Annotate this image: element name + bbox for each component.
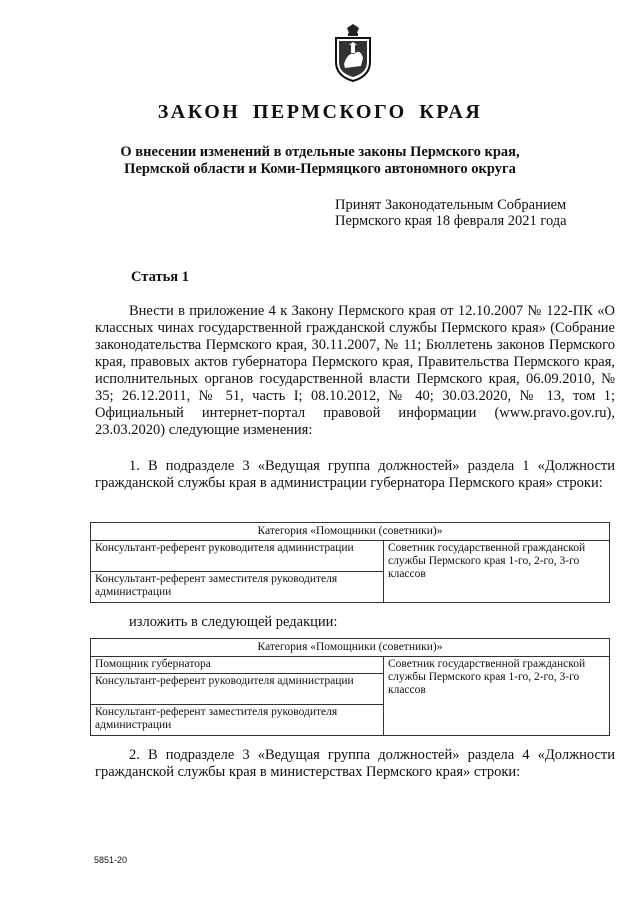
table-category-header: Категория «Помощники (советники)» [91,523,610,541]
table-position-cell: Консультант-референт руководителя администрации [91,541,384,572]
new-edition-line: изложить в следующей редакции: [129,614,338,630]
adoption-line-1: Принят Законодательным Собранием [335,197,567,213]
article-heading: Статья 1 [131,269,189,285]
table-position-cell: Консультант-референт заместителя руководителя администрации [91,572,384,603]
subtitle-line-2: Пермской области и Коми-Пермяцкого автономного округа [124,161,516,177]
table-position-cell: Консультант-референт руководителя администрации [91,674,384,705]
adoption-note [335,197,567,229]
law-subtitle [0,144,640,178]
positions-table-old [90,522,610,603]
item-2-paragraph [95,747,615,781]
item-1-paragraph [95,458,615,492]
table-rank-cell: Советник государственной гражданской службы Пермского края 1-го, 2-го, 3-го классов [384,657,610,736]
positions-table-new [90,638,610,736]
coat-of-arms-icon [330,24,376,82]
table-category-header: Категория «Помощники (советники)» [91,639,610,657]
subtitle-line-1: О внесении изменений в отдельные законы Пермского края, [120,144,520,160]
article-intro-paragraph [95,303,615,439]
table-position-cell: Консультант-референт заместителя руководителя администрации [91,705,384,736]
item-1-text: 1. В подразделе 3 «Ведущая группа должностей» раздела 1 «Должности гражданской службы края в администрации губернатора Пермского края» строки: [95,458,615,491]
document-number: 5851-20 [94,855,128,865]
adoption-line-2: Пермского края 18 февраля 2021 года [335,213,567,229]
law-title: ЗАКОН ПЕРМСКОГО КРАЯ [157,101,483,123]
article-intro-text: Внести в приложение 4 к Закону Пермского края от 12.10.2007 № 122-ПК «О классных чинах государственной гражданской службы Пермского края» (Собрание законодательства Пермского края, 30.11.2007, № 11; Бюллетень законов Пермского края, правовых актов губернатора Пермского края, Правительства Пермского края, исполнительных органов государственной власти Пермского края, 06.09.2010, № 35; 26.12.2011, № 51, часть I; 08.10.2012, № 40; 30.03.2020, № 13, том 1; Официальный интернет-портал правовой информации (www.pravo.gov.ru), 23.03.2020) следующие изменения: [95,303,615,438]
item-2-text: 2. В подразделе 3 «Ведущая группа должностей» раздела 4 «Должности гражданской службы края в министерствах Пермского края» строки: [95,747,615,780]
table-rank-cell: Советник государственной гражданской службы Пермского края 1-го, 2-го, 3-го классов [384,541,610,603]
table-position-cell: Помощник губернатора [91,657,384,674]
